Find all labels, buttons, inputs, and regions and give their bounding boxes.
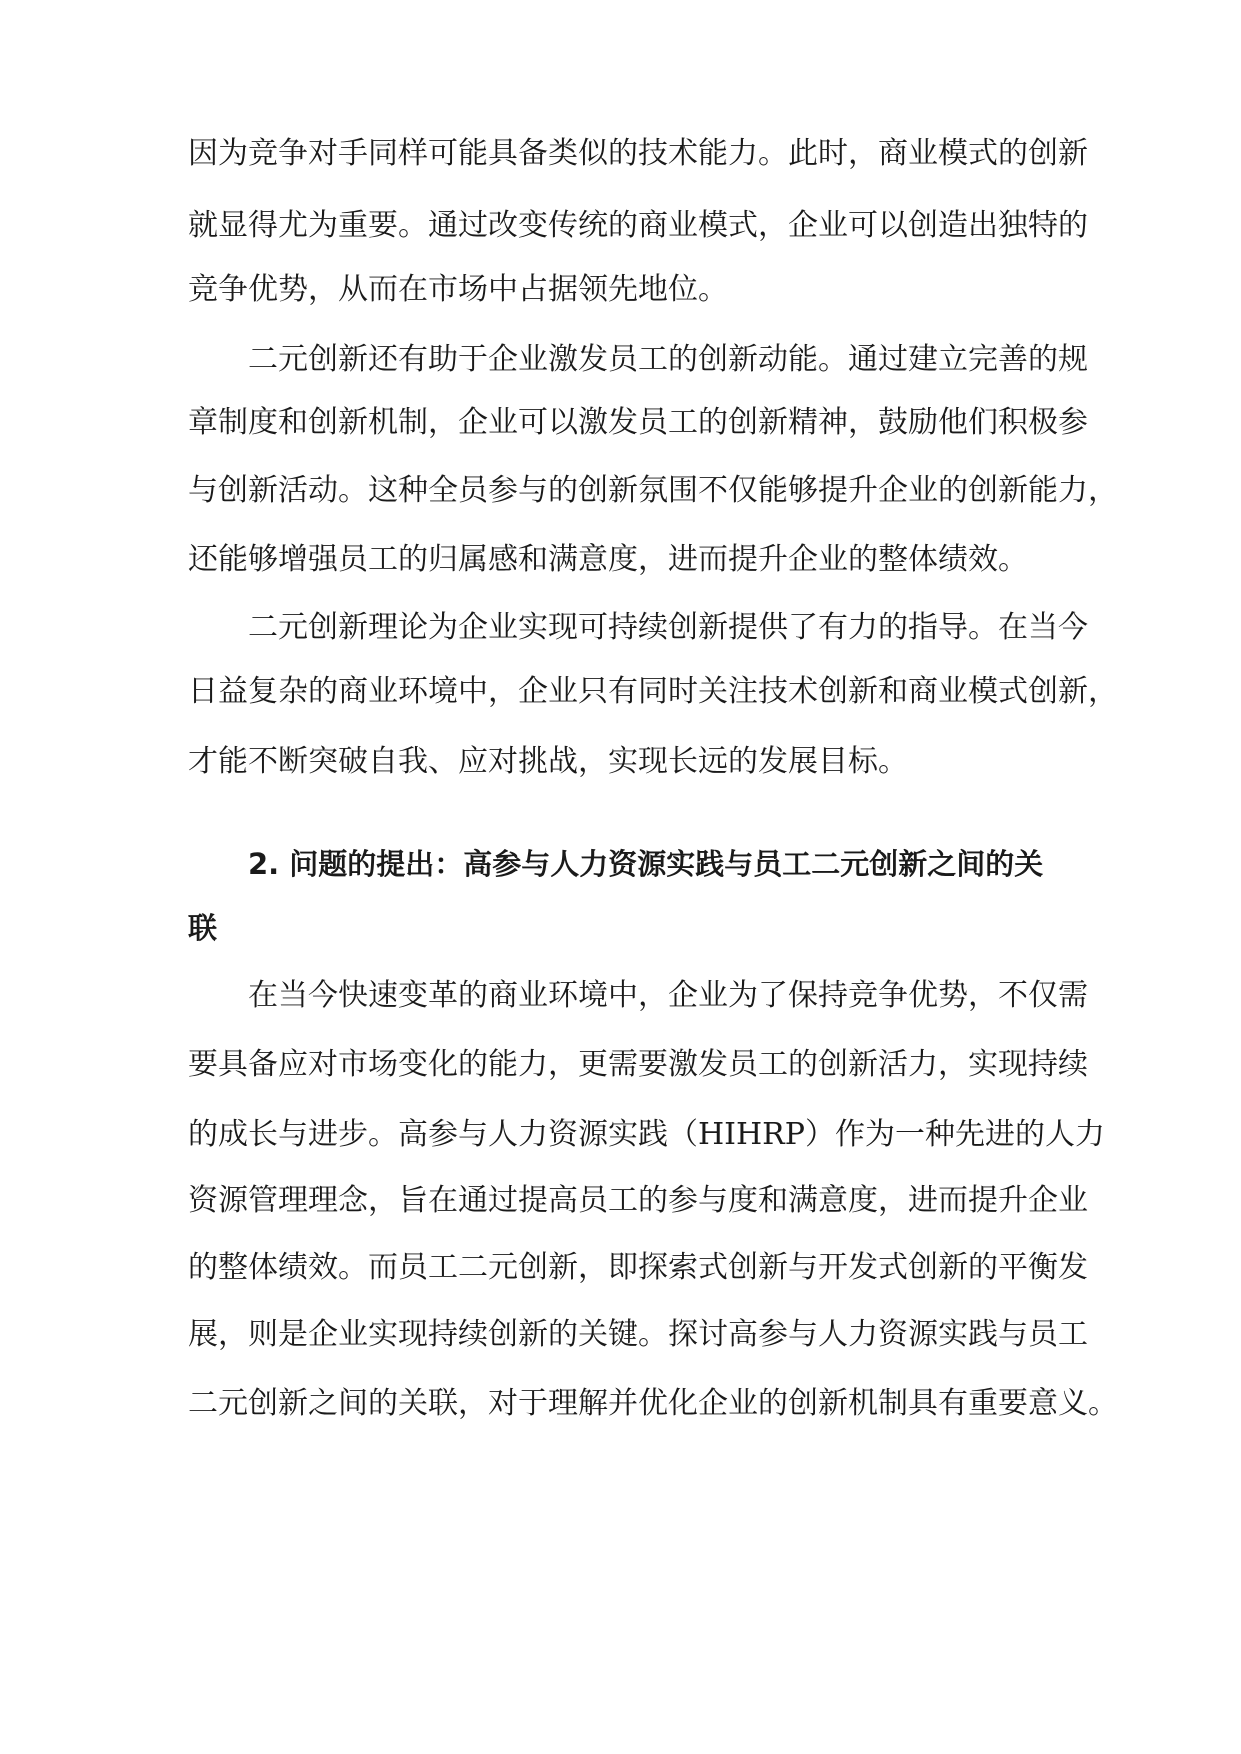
paragraph-2-line-1: 二元创新还有助于企业激发员工的创新动能。通过建立完善的规: [248, 342, 1088, 377]
paragraph-2-line-3: 与创新活动。这种全员参与的创新氛围不仅能够提升企业的创新能力，: [188, 473, 1118, 508]
paragraph-3-line-2: 日益复杂的商业环境中，企业只有同时关注技术创新和商业模式创新，: [188, 674, 1118, 709]
section-paragraph-line-7: 二元创新之间的关联，对于理解并优化企业的创新机制具有重要意义。: [188, 1386, 1118, 1421]
paragraph-1-line-1: 因为竞争对手同样可能具备类似的技术能力。此时，商业模式的创新: [188, 136, 1088, 171]
section-heading-line-1: 2. 问题的提出：高参与人力资源实践与员工二元创新之间的关: [248, 847, 1044, 881]
section-paragraph-line-4: 资源管理理念，旨在通过提高员工的参与度和满意度，进而提升企业: [188, 1183, 1088, 1218]
paragraph-1-line-2: 就显得尤为重要。通过改变传统的商业模式，企业可以创造出独特的: [188, 208, 1088, 243]
paragraph-2-line-4: 还能够增强员工的归属感和满意度，进而提升企业的整体绩效。: [188, 542, 1028, 577]
section-heading-line-2: 联: [188, 911, 218, 945]
section-paragraph-line-3: 的成长与进步。高参与人力资源实践（HIHRP）作为一种先进的人力: [188, 1117, 1105, 1152]
paragraph-2-line-2: 章制度和创新机制，企业可以激发员工的创新精神，鼓励他们积极参: [188, 405, 1088, 440]
section-paragraph-line-5: 的整体绩效。而员工二元创新，即探索式创新与开发式创新的平衡发: [188, 1250, 1088, 1285]
section-paragraph-line-6: 展，则是企业实现持续创新的关键。探讨高参与人力资源实践与员工: [188, 1317, 1088, 1352]
section-paragraph-line-2: 要具备应对市场变化的能力，更需要激发员工的创新活力，实现持续: [188, 1047, 1088, 1082]
paragraph-3-line-3: 才能不断突破自我、应对挑战，实现长远的发展目标。: [188, 744, 908, 779]
section-paragraph-line-1: 在当今快速变革的商业环境中，企业为了保持竞争优势，不仅需: [248, 978, 1088, 1013]
paragraph-3-line-1: 二元创新理论为企业实现可持续创新提供了有力的指导。在当今: [248, 610, 1088, 645]
paragraph-1-line-3: 竞争优势，从而在市场中占据领先地位。: [188, 272, 728, 307]
